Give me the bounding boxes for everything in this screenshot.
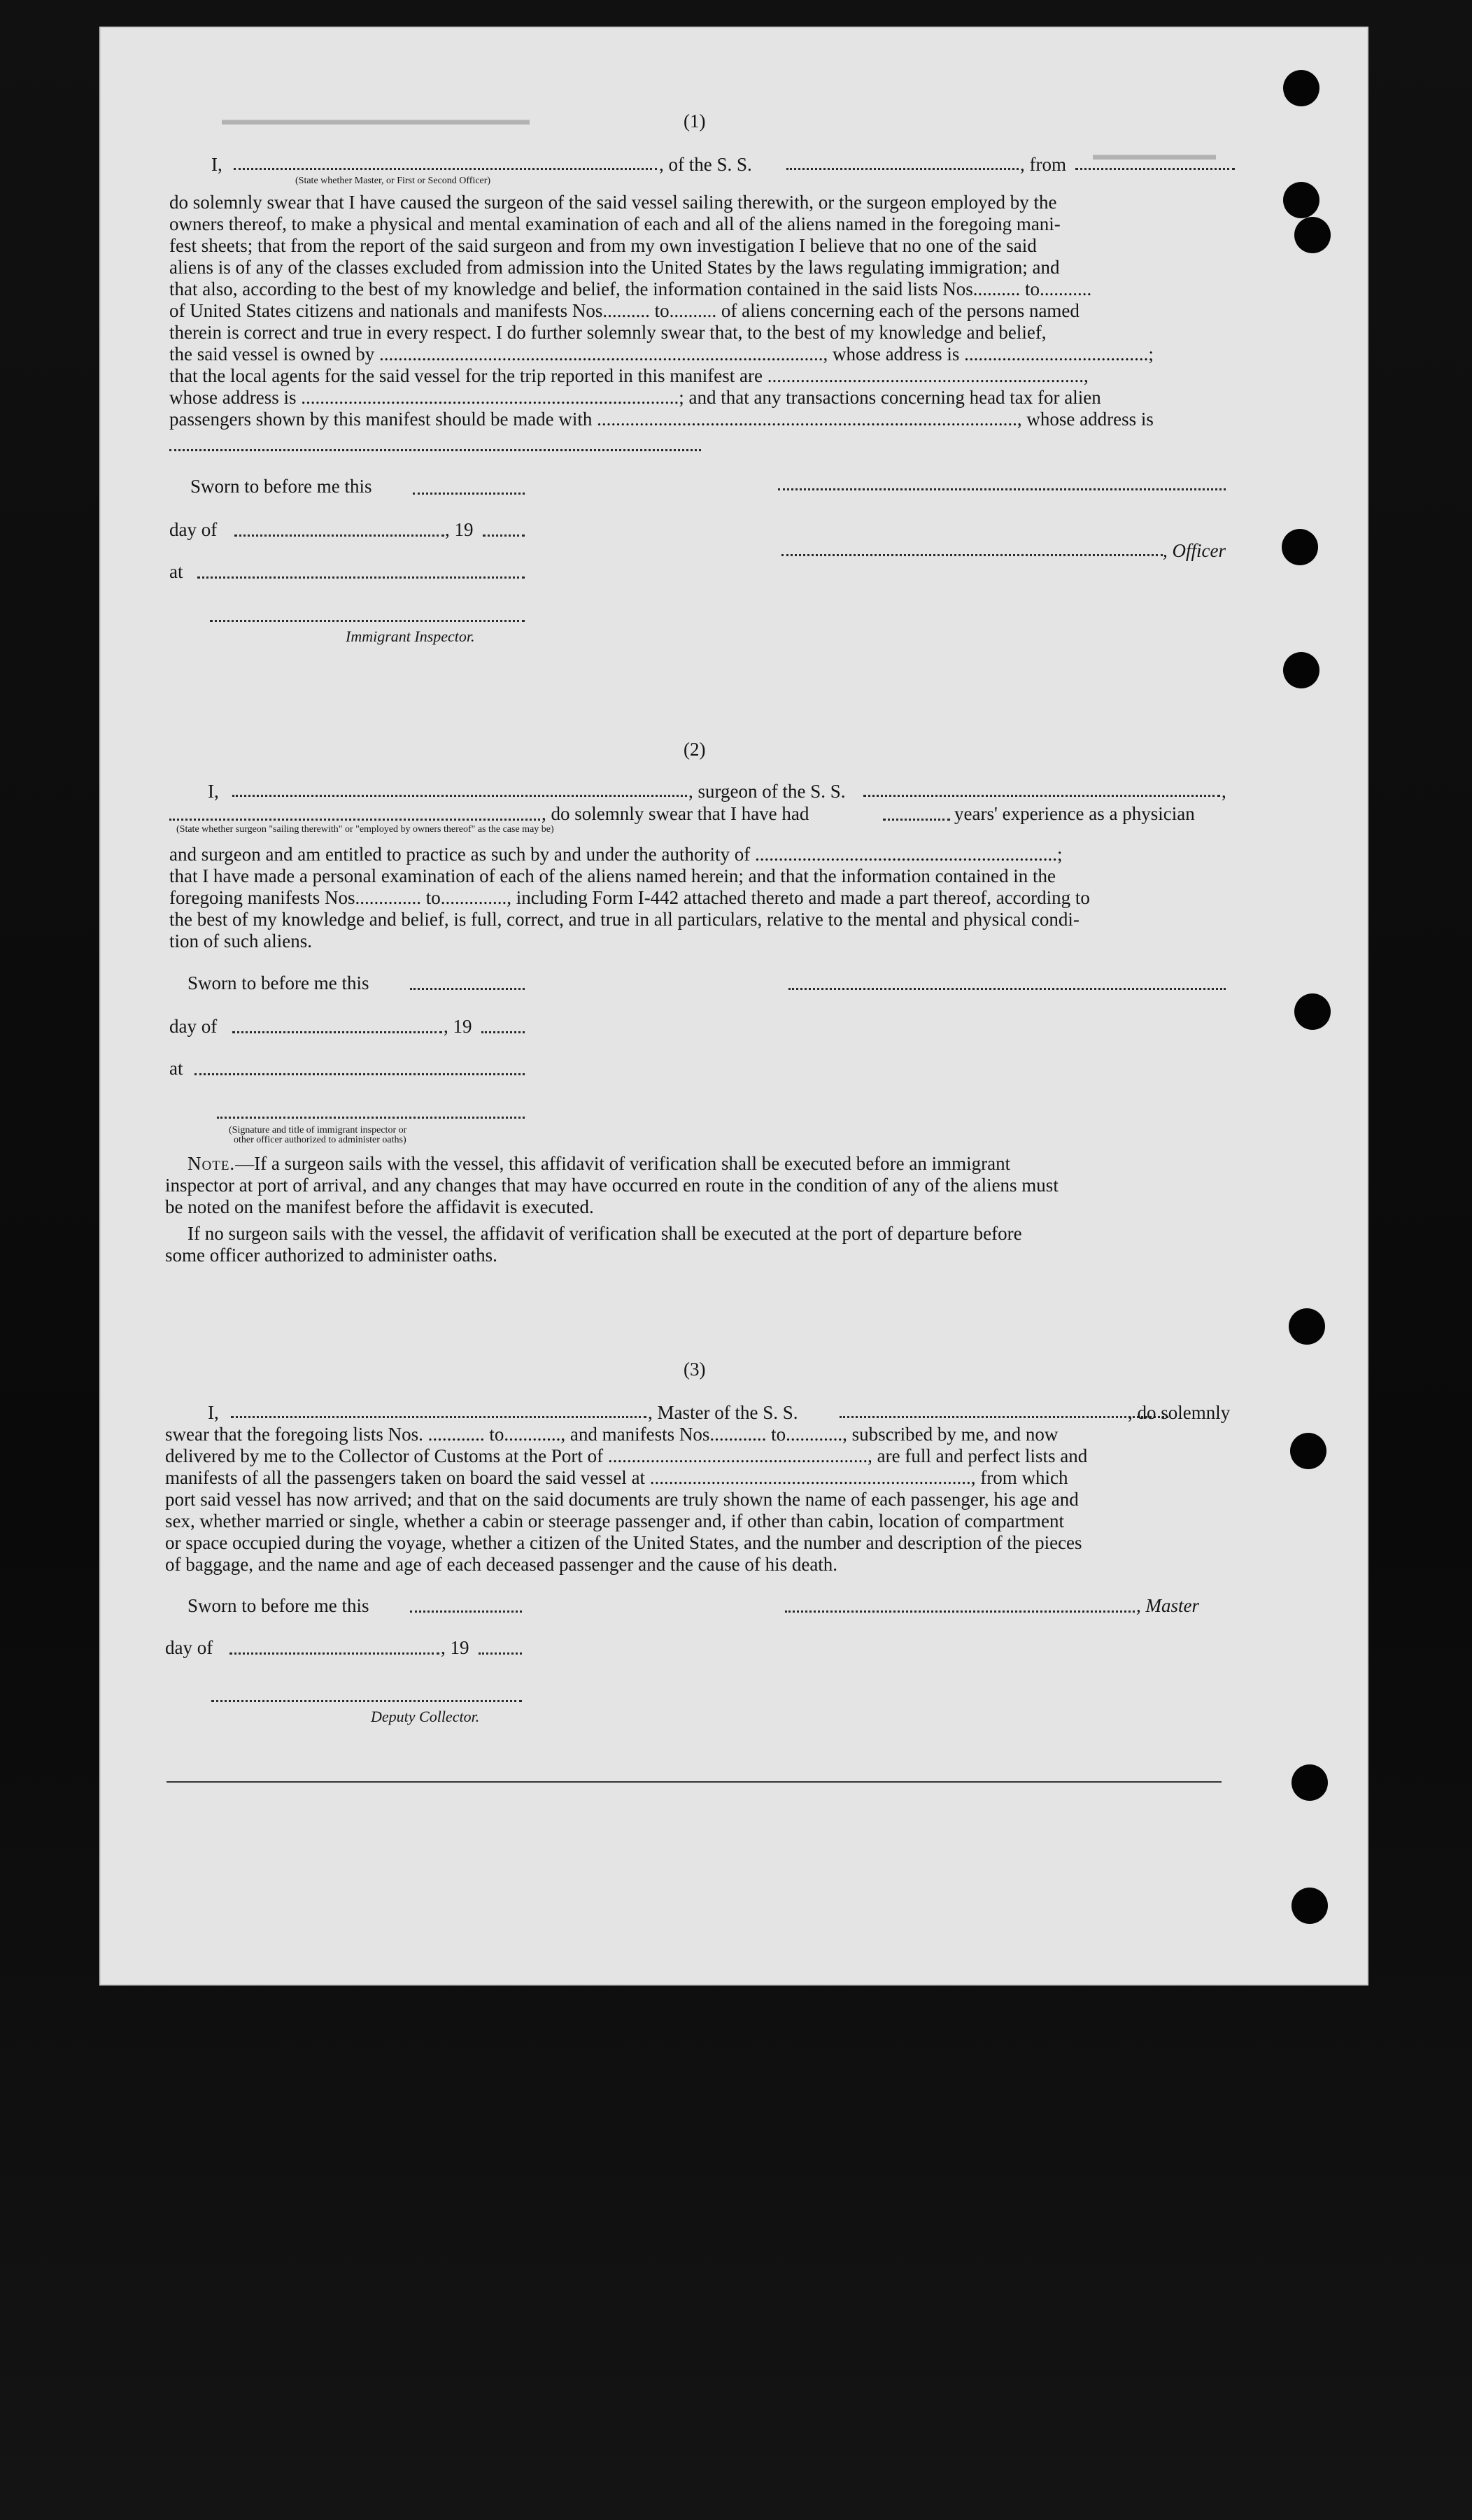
- section-2-day-of-label: day of: [169, 1016, 218, 1037]
- section-3-year-prefix: , 19: [441, 1637, 469, 1658]
- note-line: If no surgeon sails with the vessel, the affidavit of verification shall be executed at the port of departure before: [187, 1223, 1022, 1244]
- section-2-place-blank[interactable]: [194, 1073, 525, 1075]
- section-1-line: do solemnly swear that I have caused the surgeon of the said vessel sailing therewith, or the surgeon employed by the: [169, 192, 1057, 213]
- section-1-line: of United States citizens and nationals and manifests Nos.......... to.......... of aliens concerning each of the persons named: [169, 300, 1080, 321]
- section-3-sworn-date-blank[interactable]: [410, 1611, 522, 1613]
- section-1-of-the-ss: , of the S. S.: [659, 154, 752, 175]
- punch-hole: [1290, 1433, 1326, 1469]
- vessel-name-blank[interactable]: [786, 168, 1019, 170]
- section-3-line: sex, whether married or single, whether a cabin or steerage passenger and, if other than cabin, location of compartment: [165, 1510, 1065, 1531]
- section-1-line: therein is correct and true in every respect. I do further solemnly swear that, to the best of my knowledge and belief,: [169, 322, 1047, 343]
- section-3-sworn-label: Sworn to before me this: [187, 1595, 369, 1616]
- punch-hole: [1283, 652, 1319, 688]
- section-1-day-of-label: day of: [169, 519, 218, 540]
- section-2-at-label: at: [169, 1058, 183, 1079]
- section-3-line: delivered by me to the Collector of Customs at the Port of ......................................................., are full and perfect lists and: [165, 1445, 1088, 1466]
- bottom-rule: [167, 1781, 1222, 1783]
- note-line: be noted on the manifest before the affidavit is executed.: [165, 1196, 594, 1217]
- section-1-at-label: at: [169, 561, 183, 582]
- section-2-swear: , do solemnly swear that I have had: [542, 803, 809, 824]
- note-label: Note.: [187, 1153, 236, 1174]
- deputy-collector-signature-blank[interactable]: [211, 1700, 522, 1702]
- punch-hole: [1291, 1888, 1328, 1924]
- section-1-i: I,: [211, 154, 222, 175]
- master-label: , Master: [1136, 1595, 1199, 1616]
- inspector-signature-blank[interactable]: [210, 620, 525, 622]
- section-2-line: and surgeon and am entitled to practice as such by and under the authority of ................................................................;: [169, 844, 1063, 865]
- section-3-line: swear that the foregoing lists Nos. ............ to............, and manifests Nos............ to............, subscribed by me, and now: [165, 1424, 1059, 1445]
- punch-hole: [1291, 1764, 1328, 1801]
- section-2-surgeon-of: , surgeon of the S. S.: [688, 781, 846, 802]
- section-2-number: (2): [684, 739, 706, 760]
- section-3-vessel-blank[interactable]: [840, 1416, 1168, 1418]
- officer-label: , Officer: [1163, 540, 1226, 561]
- section-3-day-of-label: day of: [165, 1637, 213, 1658]
- section-2-month-blank[interactable]: [232, 1031, 442, 1033]
- punch-hole: [1294, 993, 1331, 1030]
- section-1-line: whose address is ................................................................................; and that any transactions concerning head tax for alien: [169, 387, 1101, 408]
- surgeon-type-blank[interactable]: [169, 819, 540, 821]
- section-1-place-blank[interactable]: [197, 576, 525, 579]
- section-1-signature-blank[interactable]: [778, 488, 1226, 490]
- note-line: some officer authorized to administer oaths.: [165, 1245, 497, 1266]
- section-3-number: (3): [684, 1359, 706, 1380]
- section-1-year-blank[interactable]: [483, 535, 525, 537]
- note-line: inspector at port of arrival, and any changes that may have occurred en route in the condition of any of the aliens must: [165, 1175, 1059, 1196]
- section-2-inspector-blank[interactable]: [217, 1117, 525, 1119]
- section-1-line: that also, according to the best of my knowledge and belief, the information contained in the said lists Nos.......... to...........: [169, 278, 1092, 299]
- section-3-line: of baggage, and the name and age of each deceased passenger and the cause of his death.: [165, 1554, 838, 1575]
- section-2-sworn-date-blank[interactable]: [410, 988, 525, 990]
- section-2-vessel-blank[interactable]: [863, 795, 1220, 797]
- section-1-sworn-date-blank[interactable]: [413, 493, 525, 495]
- address-continuation-blank[interactable]: [169, 449, 701, 451]
- punch-hole: [1283, 70, 1319, 106]
- section-3-month-blank[interactable]: [229, 1652, 439, 1655]
- section-3-line: or space occupied during the voyage, whether a citizen of the United States, and the number and description of the pieces: [165, 1532, 1082, 1553]
- surgeon-type-note: (State whether surgeon "sailing therewith" or "employed by owners thereof" as the case may be): [176, 824, 554, 835]
- signature-note-line-1: (Signature and title of immigrant inspector or: [229, 1125, 407, 1135]
- punch-hole: [1294, 217, 1331, 253]
- section-1-number: (1): [684, 111, 706, 132]
- deputy-collector-label: Deputy Collector.: [371, 1708, 480, 1725]
- section-2-i: I,: [208, 781, 219, 802]
- section-3-line: manifests of all the passengers taken on board the said vessel at ...................................................................., from which: [165, 1467, 1068, 1488]
- section-1-line: owners thereof, to make a physical and mental examination of each and all of the aliens named in the foregoing mani-: [169, 213, 1061, 234]
- section-1-sworn-label: Sworn to before me this: [190, 476, 372, 497]
- signature-note-line-2: other officer authorized to administer oaths): [234, 1135, 406, 1145]
- section-3-i: I,: [208, 1402, 219, 1423]
- bleed-through-mark: ▬▬▬▬▬▬▬▬▬▬▬▬▬▬▬▬▬▬▬▬: [222, 111, 530, 128]
- officer-type-note: (State whether Master, or First or Second Officer): [295, 176, 491, 186]
- section-2-sworn-label: Sworn to before me this: [187, 972, 369, 993]
- bleed-through-mark: ▬▬▬▬▬▬▬▬: [1093, 146, 1216, 163]
- section-2-year-prefix: , 19: [444, 1016, 472, 1037]
- years-experience-blank[interactable]: [883, 819, 950, 821]
- immigrant-inspector-label: Immigrant Inspector.: [346, 628, 475, 645]
- note-text: —If a surgeon sails with the vessel, this affidavit of verification shall be executed before an immigrant: [235, 1153, 1011, 1174]
- section-2-comma: ,: [1222, 781, 1226, 802]
- master-signature-blank[interactable]: [785, 1611, 1135, 1613]
- section-2-signature-blank[interactable]: [788, 988, 1226, 990]
- surgeon-name-blank[interactable]: [232, 795, 687, 797]
- section-2-line: the best of my knowledge and belief, is full, correct, and true in all particulars, relative to the mental and physical condi-: [169, 909, 1080, 930]
- section-1-line: that the local agents for the said vessel for the trip reported in this manifest are ...................................................................,: [169, 365, 1089, 386]
- punch-hole: [1282, 529, 1318, 565]
- port-from-blank[interactable]: [1075, 168, 1235, 170]
- section-3-line: port said vessel has now arrived; and that on the said documents are truly shown the name of each passenger, his age and: [165, 1489, 1079, 1510]
- section-1-from: , from: [1020, 154, 1066, 175]
- manifest-verification-form: [99, 27, 1368, 1985]
- section-3-year-blank[interactable]: [479, 1652, 522, 1655]
- section-1-line: the said vessel is owned by .............................................................................................., whose address is .......................................;: [169, 344, 1154, 364]
- section-2-line: tion of such aliens.: [169, 930, 312, 951]
- section-3-do-solemnly: , do solemnly: [1128, 1402, 1231, 1423]
- punch-hole: [1283, 182, 1319, 218]
- officer-name-blank[interactable]: [234, 168, 657, 170]
- punch-hole: [1289, 1308, 1325, 1345]
- section-2-line: foregoing manifests Nos.............. to.............., including Form I-442 attached thereto and made a part thereof, according to: [169, 887, 1090, 908]
- section-1-month-blank[interactable]: [234, 535, 444, 537]
- section-3-master-of: , Master of the S. S.: [648, 1402, 798, 1423]
- section-1-line: passengers shown by this manifest should be made with ........................................................................................., whose address is: [169, 409, 1154, 430]
- section-2-years: years' experience as a physician: [954, 803, 1195, 824]
- master-name-blank[interactable]: [231, 1416, 646, 1418]
- note-line: [187, 1153, 1010, 1175]
- section-1-line: fest sheets; that from the report of the said surgeon and from my own investigation I believe that no one of the said: [169, 235, 1037, 256]
- section-1-line: aliens is of any of the classes excluded from admission into the United States by the laws regulating immigration; and: [169, 257, 1060, 278]
- section-2-line: that I have made a personal examination of each of the aliens named herein; and that the information contained in the: [169, 865, 1056, 886]
- officer-signature-blank[interactable]: [781, 554, 1163, 556]
- section-2-year-blank[interactable]: [481, 1031, 525, 1033]
- section-1-year-prefix: , 19: [445, 519, 474, 540]
